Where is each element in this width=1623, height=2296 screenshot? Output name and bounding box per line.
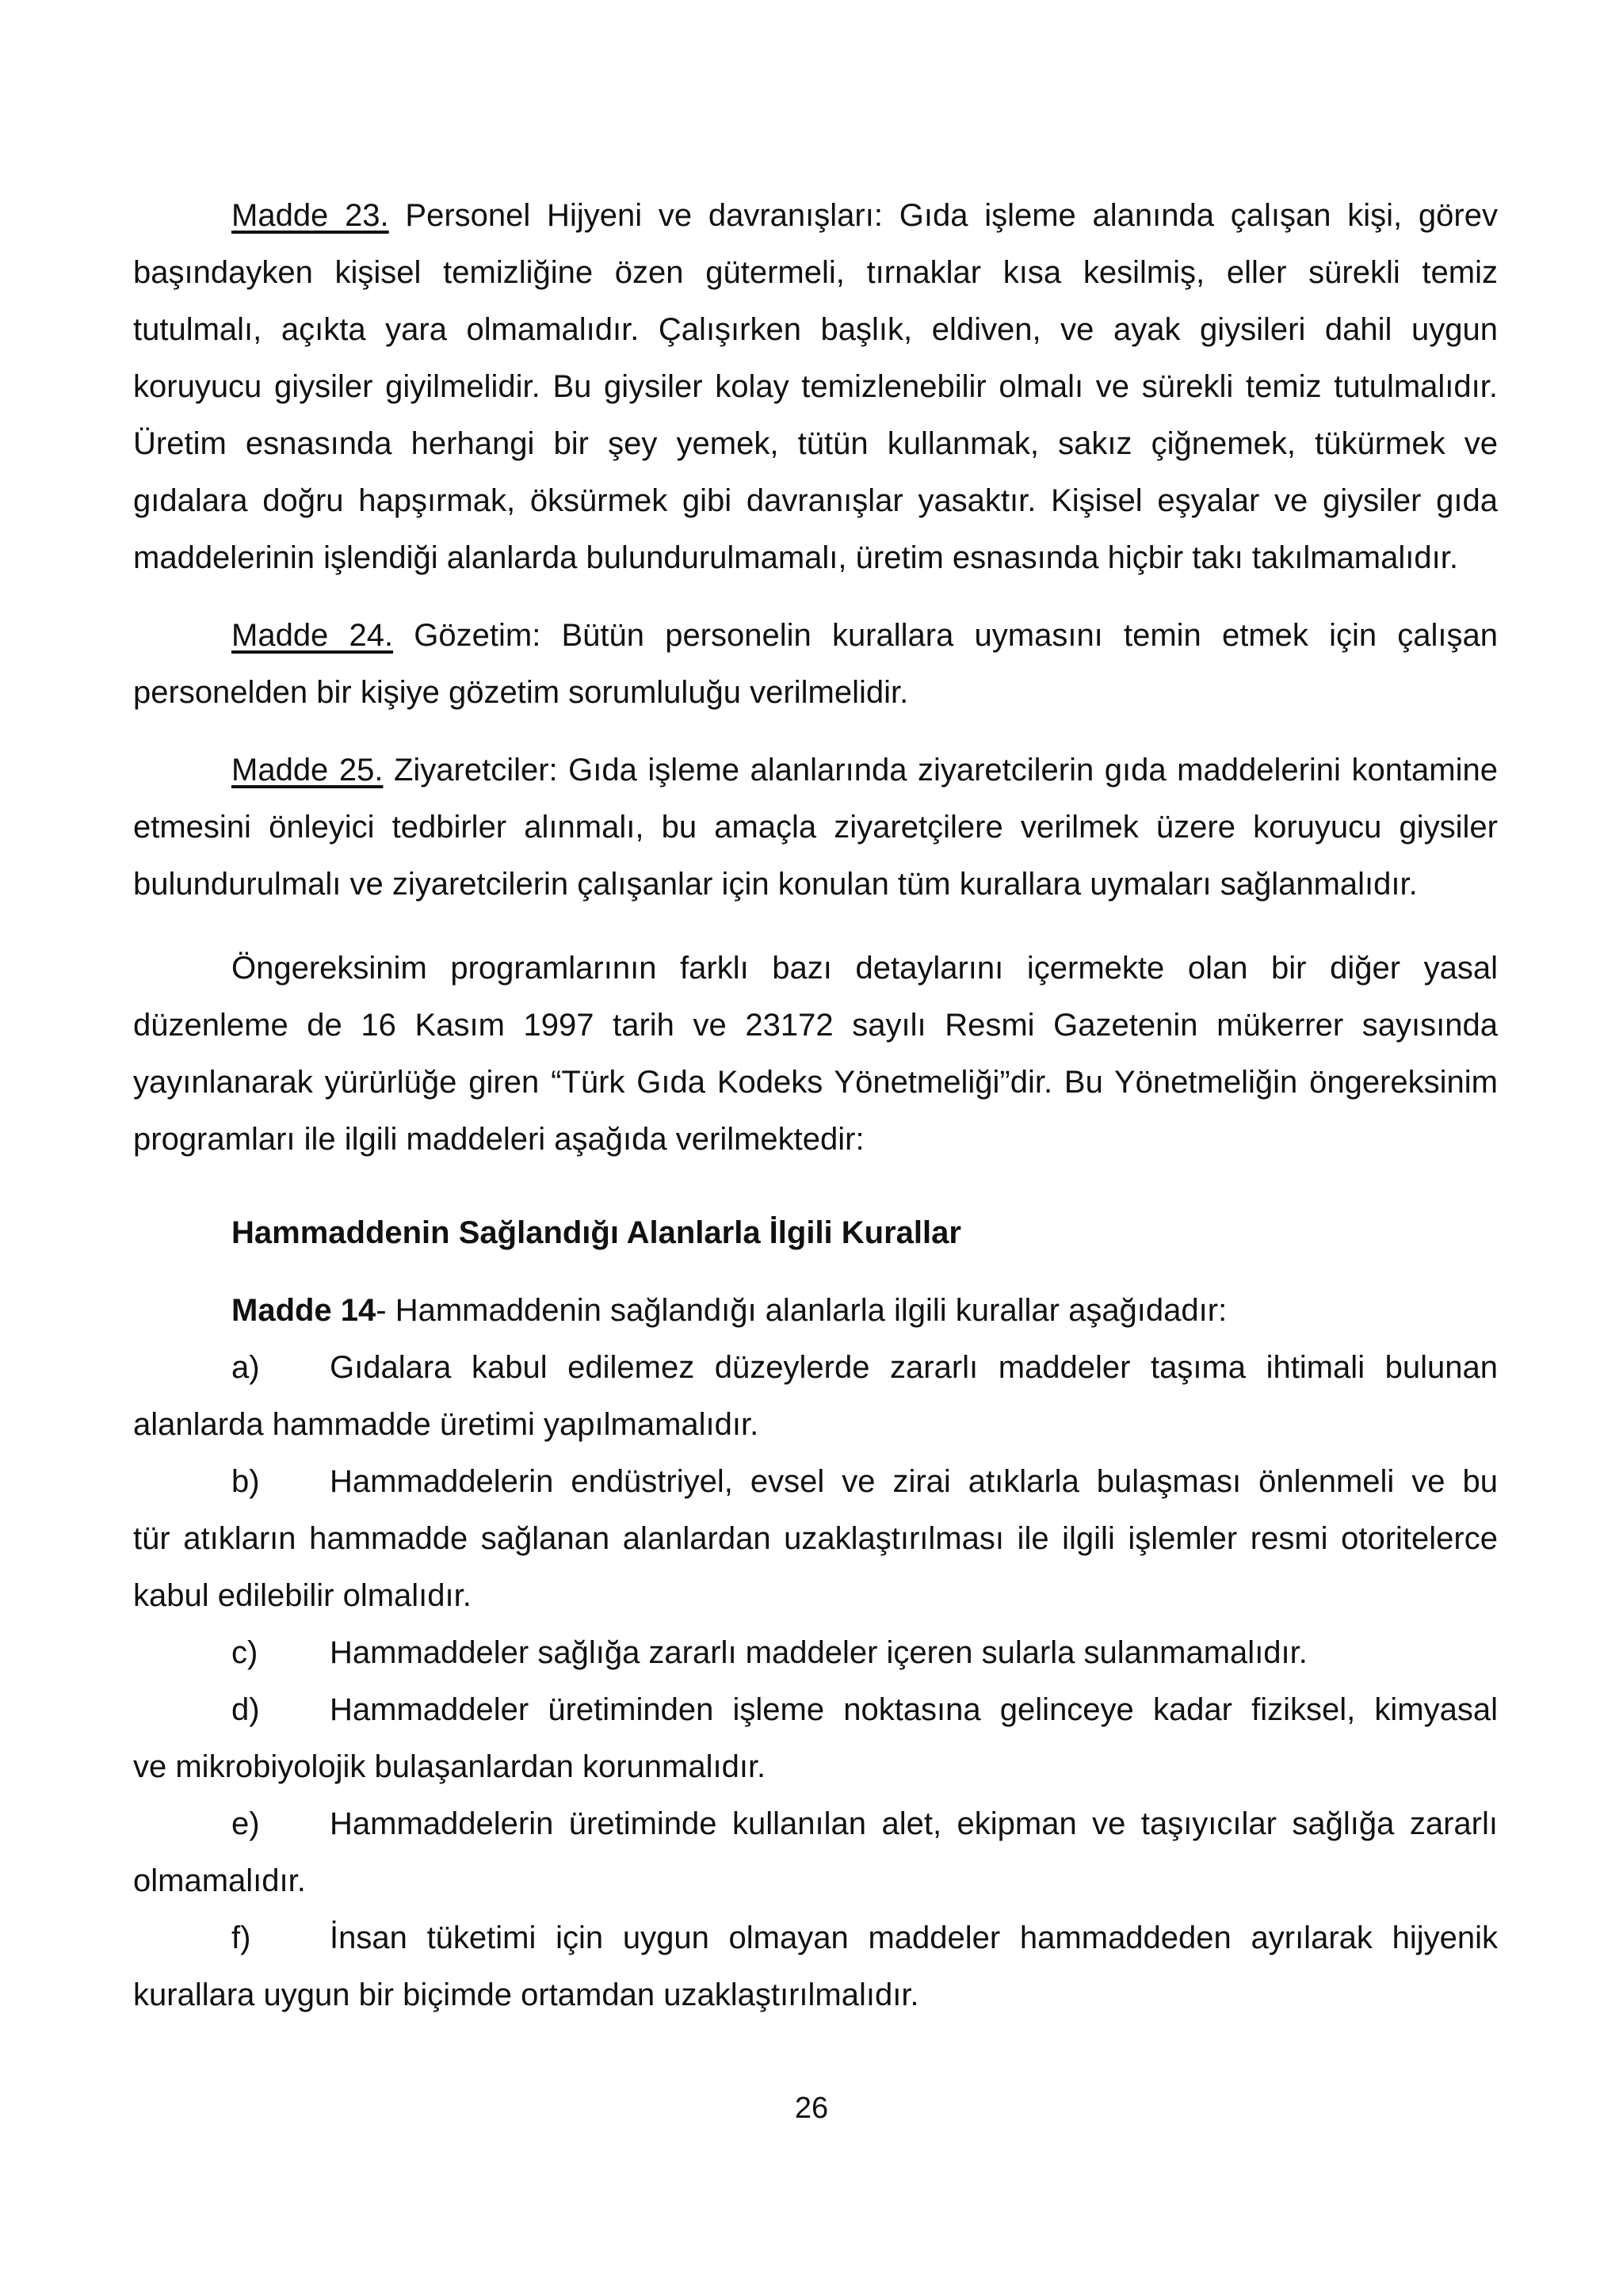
list-item-continuation: ve mikrobiyolojik bulaşanlardan korunmalıdır. <box>133 1749 766 1784</box>
list-item-text: Gıdalara kabul edilemez düzeylerde zararlı maddeler taşıma ihtimali bulunan <box>330 1350 1498 1385</box>
list-item-text: Hammaddelerin endüstriyel, evsel ve zirai atıklarla bulaşması önlenmeli ve bu <box>330 1464 1498 1499</box>
list-item-letter: b) <box>231 1464 260 1499</box>
list-item-letter: c) <box>231 1635 258 1670</box>
list-item-text: İnsan tüketimi için uygun olmayan maddeler hammaddeden ayrılarak hijyenik <box>330 1920 1498 1955</box>
list-item-continuation: kurallara uygun bir biçimde ortamdan uzaklaştırılmalıdır. <box>133 1978 919 2012</box>
list-item <box>133 1909 1498 2023</box>
page-number: 26 <box>794 2092 829 2125</box>
rules-list <box>133 1339 1498 2023</box>
section-heading: Hammaddenin Sağlandığı Alanlarla İlgili Kurallar <box>231 1215 961 1250</box>
article-14-label: Madde 14 <box>231 1293 376 1328</box>
list-item-continuation: olmamalıdır. <box>133 1863 306 1898</box>
intro-paragraph: Öngereksinim programlarının farklı bazı detaylarını içermekte olan bir diğer yasal düzenleme de 16 Kasım 1997 tarih ve 23172 sayılı Resmi Gazetenin mükerrer sayısında yayınlanarak yürürlüğe giren “Türk Gıda Kodeks Yönetmeliği”dir. Bu Yönetmeliğin öngereksinim programları ile ilgili maddeleri aşağıda verilmektedir: <box>133 951 1498 1157</box>
document-page <box>133 187 1498 2023</box>
article-23-label: Madde 23. <box>231 198 389 233</box>
list-item <box>133 1453 1498 1624</box>
article-24-paragraph <box>133 607 1498 721</box>
article-24-text: Gözetim: Bütün personelin kurallara uymasını temin etmek için çalışan personelden bir kişiye gözetim sorumluluğu verilmelidir. <box>133 618 1498 710</box>
list-item-continuation: alanlarda hammadde üretimi yapılmamalıdır. <box>133 1407 759 1442</box>
article-25-text: Ziyaretciler: Gıda işleme alanlarında ziyaretcilerin gıda maddelerini kontamine etmesini önleyici tedbirler alınmalı, bu amaçla ziyaretçilere verilmek üzere koruyucu giysiler bulundurulmalı ve ziyaretcilerin çalışanlar için konulan tüm kurallara uymaları sağlanmalıdır. <box>133 753 1498 902</box>
list-item-continuation: tür atıkların hammadde sağlanan alanlardan uzaklaştırılması ile ilgili işlemler resmi otoritelerce kabul edilebilir olmalıdır. <box>133 1521 1498 1613</box>
list-item-text: Hammaddelerin üretiminde kullanılan alet, ekipman ve taşıyıcılar sağlığa zararlı <box>330 1806 1498 1841</box>
article-24-label: Madde 24. <box>231 618 394 653</box>
list-item-text: Hammaddeler sağlığa zararlı maddeler içeren sularla sulanmamalıdır. <box>330 1635 1308 1670</box>
list-item-letter: d) <box>231 1692 260 1727</box>
article-25-label: Madde 25. <box>231 753 384 788</box>
list-item <box>133 1339 1498 1453</box>
list-item-letter: a) <box>231 1350 260 1385</box>
article-23-paragraph <box>133 187 1498 586</box>
list-item-text: Hammaddeler üretiminden işleme noktasına gelinceye kadar fiziksel, kimyasal <box>330 1692 1498 1727</box>
article-25-paragraph <box>133 742 1498 913</box>
list-item-letter: e) <box>231 1806 260 1841</box>
article-23-text: Personel Hijyeni ve davranışları: Gıda işleme alanında çalışan kişi, görev başındayken kişisel temizliğine özen gütermeli, tırnaklar kısa kesilmiş, eller sürekli temiz tutulmalı, açıkta yara olmamalıdır. Çalışırken başlık, eldiven, ve ayak giysileri dahil uygun koruyucu giysiler giyilmelidir. Bu giysiler kolay temizlenebilir olmalı ve sürekli temiz tutulmalıdır. Üretim esnasında herhangi bir şey yemek, tütün kullanmak, sakız çiğnemek, tükürmek ve gıdalara doğru hapşırmak, öksürmek gibi davranışlar yasaktır. Kişisel eşyalar ve giysiler gıda maddelerinin işlendiği alanlarda bulundurulmamalı, üretim esnasında hiçbir takı takılmamalıdır. <box>133 198 1498 575</box>
list-item <box>133 1681 1498 1795</box>
article-14-paragraph <box>133 1282 1498 1339</box>
list-item <box>133 1795 1498 1909</box>
list-item <box>133 1624 1498 1681</box>
article-14-text: - Hammaddenin sağlandığı alanlarla ilgili kurallar aşağıdadır: <box>376 1293 1228 1328</box>
list-item-letter: f) <box>231 1920 251 1955</box>
